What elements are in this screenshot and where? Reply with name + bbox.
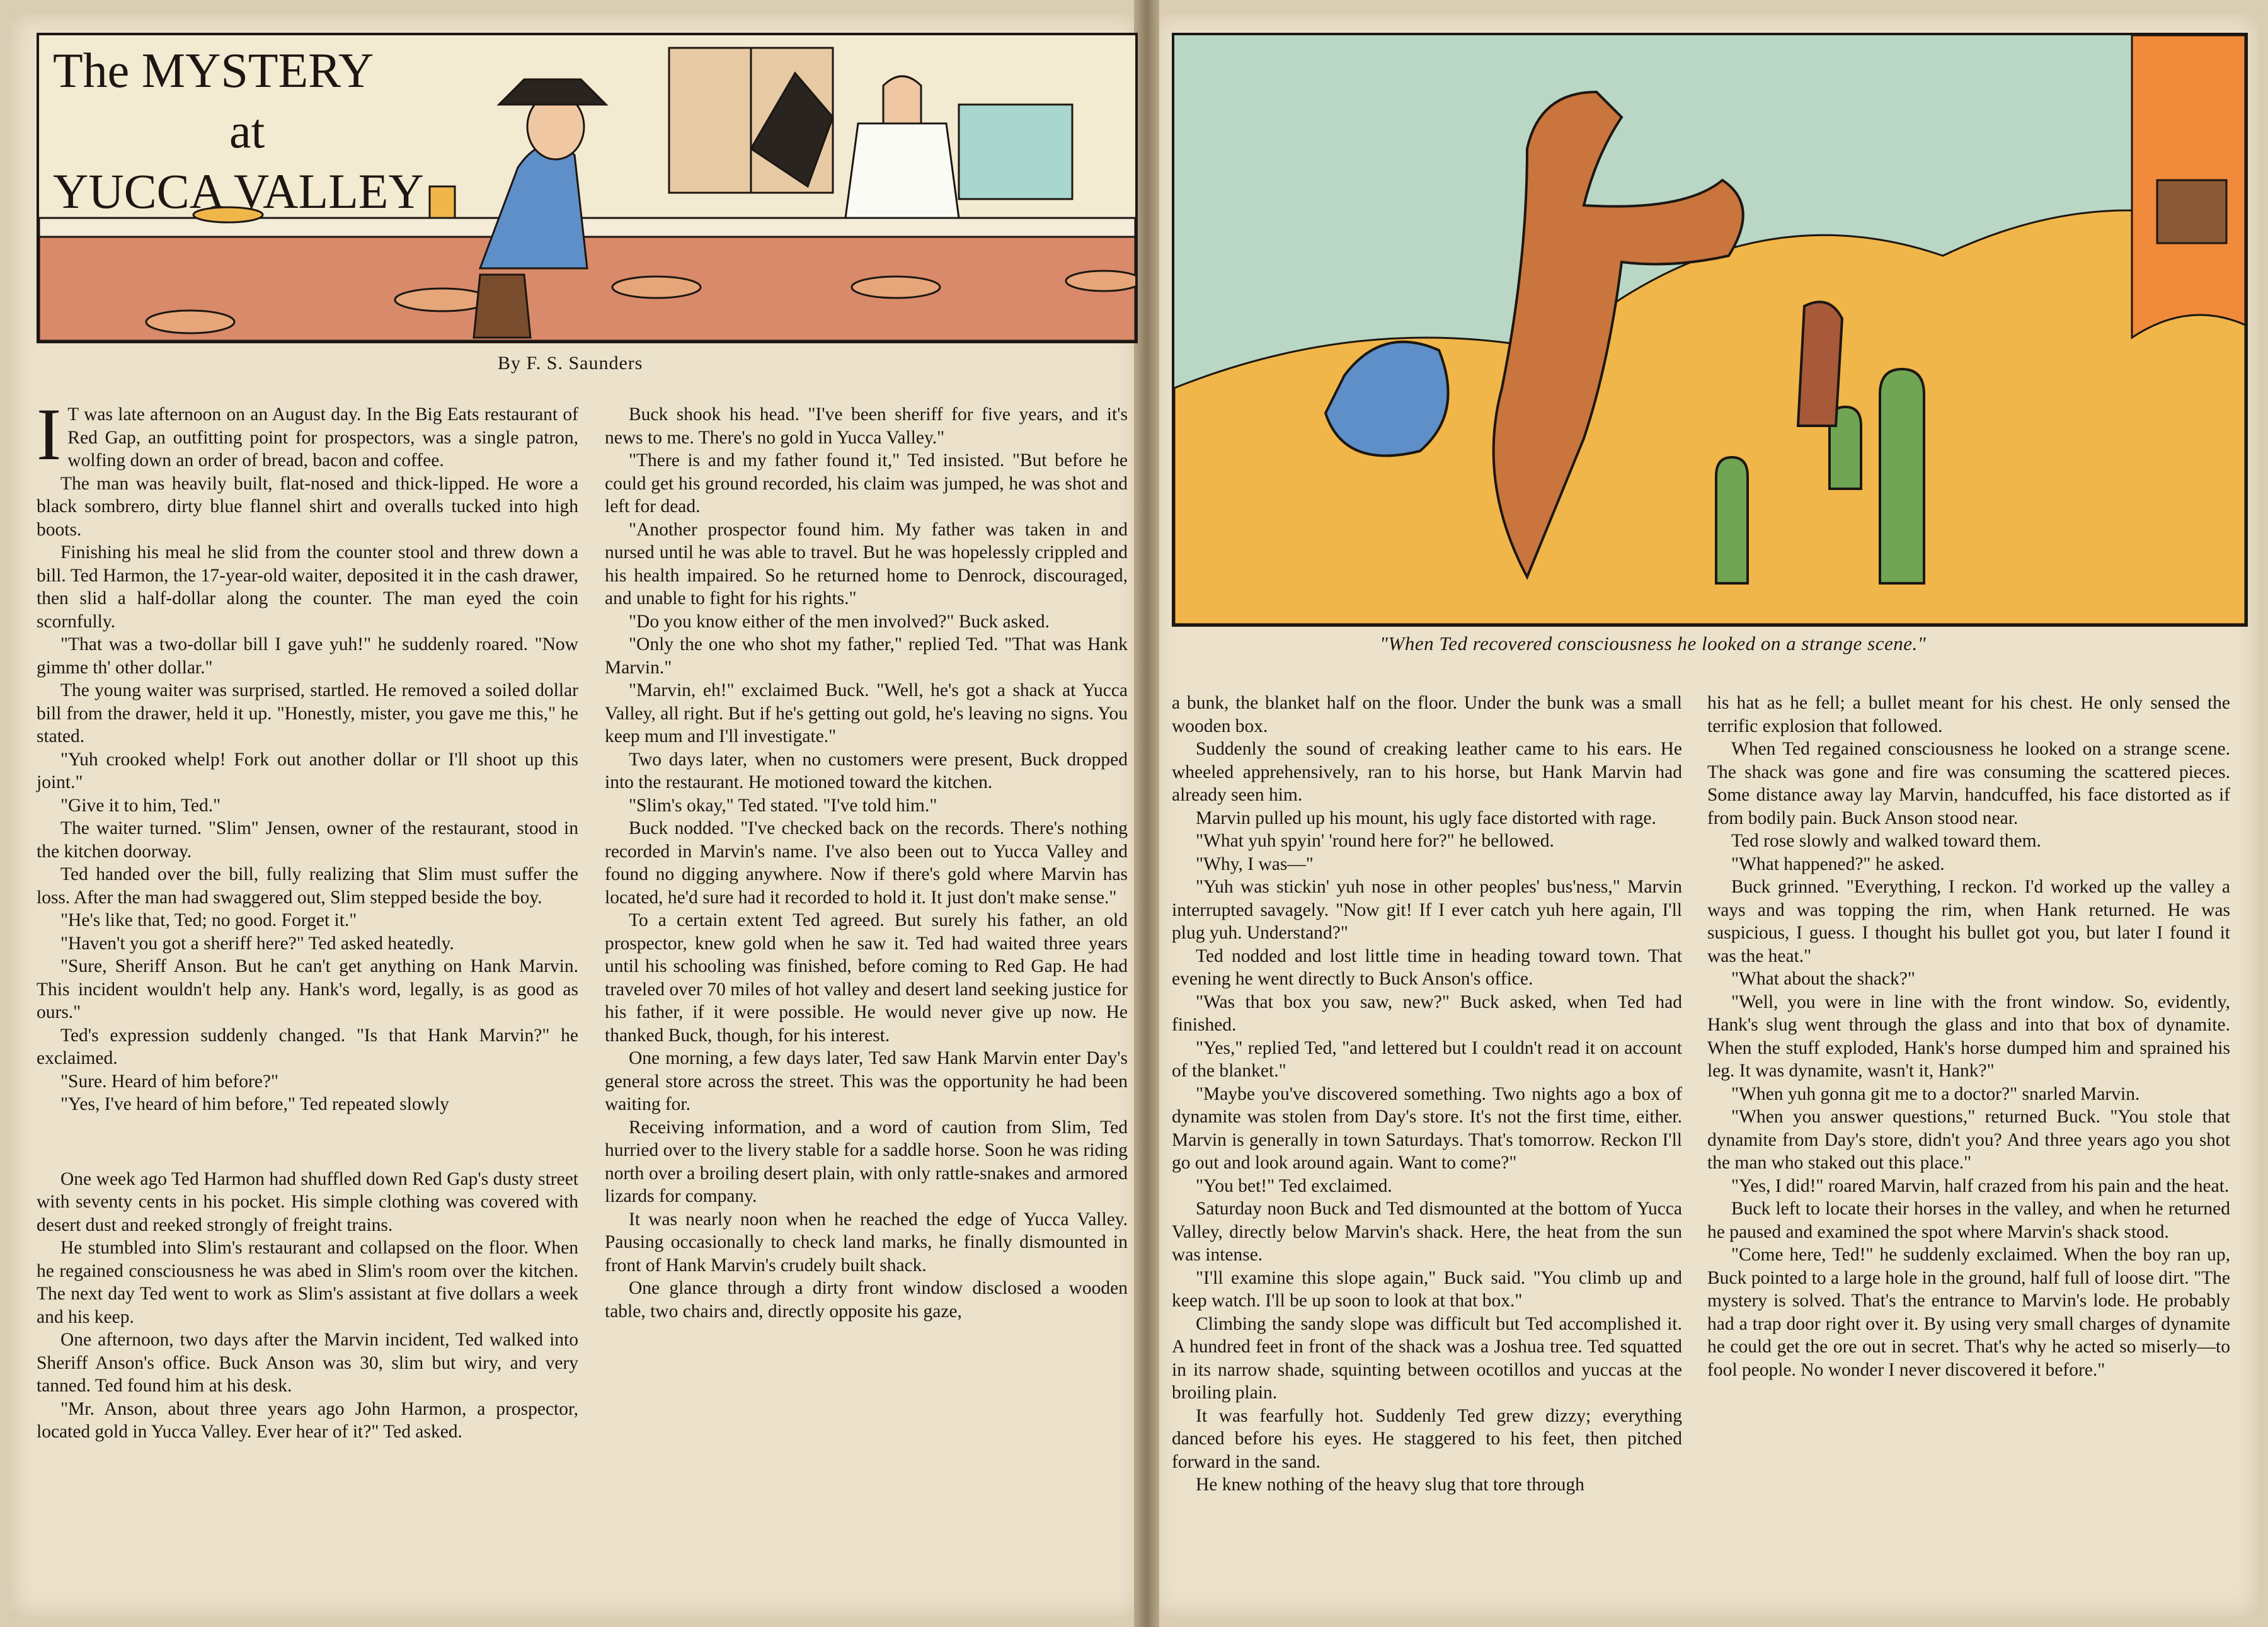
paragraph: "Give it to him, Ted." bbox=[60, 795, 221, 816]
title-line-2: at bbox=[229, 103, 265, 158]
paragraph: It was fearfully hot. Suddenly Ted grew dizzy; everything danced before his eyes. He staggered to his feet, then pitched forward in the sand. bbox=[1172, 1405, 1682, 1472]
paragraph: "Why, I was—" bbox=[1196, 853, 1314, 874]
paragraph: Ted handed over the bill, fully realizing that Slim must suffer the loss. After the man had swaggered out, Slim stepped beside the boy. bbox=[37, 864, 578, 908]
paragraph: Climbing the sandy slope was difficult but Ted accomplished it. A hundred feet in front of the shack was a Joshua tree. Ted squatted in its narrow shade, squinting between ocotillos and yuccas at the broiling plain. bbox=[1172, 1313, 1682, 1403]
paragraph: "Yuh was stickin' yuh nose in other peoples' bus'ness," Marvin interrupted savagely. "Now git! If I ever catch yuh here again, I'll plug yuh. Understand?" bbox=[1172, 877, 1682, 943]
paragraph: "That was a two-dollar bill I gave yuh!" he suddenly roared. "Now gimme th' other dollar." bbox=[37, 634, 578, 678]
paragraph: "Come here, Ted!" he suddenly exclaimed. When the boy ran up, Buck pointed to a large hole in the ground, half full of loose dirt. "The mystery is solved. That's the entrance to Marvin's lode. He probably had a trap door right over it. By using very small charges of dynamite he could get the ore out in secret. That's why he acted so miserly—to fool people. No wonder I never discovered it before." bbox=[1707, 1245, 2230, 1380]
paragraph: Ted rose slowly and walked toward them. bbox=[1731, 831, 2041, 851]
paragraph: "Sure. Heard of him before?" bbox=[60, 1071, 278, 1092]
paragraph: his hat as he fell; a bullet meant for his chest. He only sensed the terrific explosion that followed. bbox=[1707, 693, 2230, 736]
paragraph: Marvin pulled up his mount, his ugly face distorted with rage. bbox=[1196, 808, 1656, 828]
paragraph: It was nearly noon when he reached the edge of Yucca Valley. Pausing occasionally to check land marks, he finally dismounted in front of Hank Marvin's crudely built shack. bbox=[605, 1209, 1128, 1276]
header-illustration bbox=[37, 33, 1138, 343]
paragraph: One morning, a few days later, Ted saw Hank Marvin enter Day's general store across the street. This was the opportunity he had been waiting for. bbox=[605, 1048, 1128, 1114]
paragraph: "Another prospector found him. My father was taken in and nursed until he was able to travel. But he was hopelessly crippled and his health impaired. So he returned home to Denrock, discouraged, and unable to fight for his rights." bbox=[605, 519, 1128, 608]
paragraph: Receiving information, and a word of caution from Slim, Ted hurried over to the livery stable for a saddle horse. Soon he was riding north over a broiling desert plain, with only rattle-snakes and armored lizards for company. bbox=[605, 1117, 1128, 1206]
paragraph: "What about the shack?" bbox=[1731, 969, 1915, 989]
paragraph: The man was heavily built, flat-nosed and thick-lipped. He wore a black sombrero, dirty blue flannel shirt and overalls tucked into high boots. bbox=[37, 473, 578, 540]
paragraph: "Slim's okay," Ted stated. "I've told him." bbox=[629, 795, 937, 816]
drop-cap: I bbox=[37, 393, 62, 476]
paragraph: "You bet!" Ted exclaimed. bbox=[1196, 1175, 1392, 1196]
paragraph: "Only the one who shot my father," replied Ted. "That was Hank Marvin." bbox=[605, 634, 1128, 678]
paragraph: T was late afternoon on an August day. In the Big Eats restaurant of Red Gap, an outfitting point for prospectors, was a single patron, wolfing down an order of bread, bacon and coffee. bbox=[67, 404, 578, 471]
page-gutter bbox=[1134, 0, 1159, 1627]
paragraph: Suddenly the sound of creaking leather came to his ears. He wheeled apprehensively, ran to his horse, but Hank Marvin had already seen him. bbox=[1172, 739, 1682, 805]
paragraph: To a certain extent Ted agreed. But surely his father, an old prospector, knew gold when he saw it. Ted had waited three years until his schooling was finished, before coming to Red Gap. He had traveled over 70 miles of hot valley and desert land seeking justice for his father, if it were possible. He would never give up now. He thanked Buck, though, for his interest. bbox=[605, 910, 1128, 1046]
illustration-caption: "When Ted recovered consciousness he looked on a strange scene." bbox=[1380, 632, 1927, 654]
paragraph: Buck left to locate their horses in the valley, and when he returned he paused and examined the spot where Marvin's shack stood. bbox=[1707, 1199, 2230, 1242]
paragraph: Finishing his meal he slid from the counter stool and threw down a bill. Ted Harmon, the 17-year-old waiter, deposited it in the cash drawer, then slid a half-dollar along the counter. The man eyed the coin scornfully. bbox=[37, 542, 578, 632]
section-break bbox=[37, 1116, 578, 1168]
paragraph: Saturday noon Buck and Ted dismounted at the bottom of Yucca Valley, directly below Marvin's shack. Here, the heat from the sun was intense. bbox=[1172, 1199, 1682, 1265]
paragraph: a bunk, the blanket half on the floor. Under the bunk was a small wooden box. bbox=[1172, 693, 1682, 736]
paragraph: One week ago Ted Harmon had shuffled down Red Gap's dusty street with seventy cents in his pocket. His simple clothing was covered with desert dust and reeked strongly of freight trains. bbox=[37, 1168, 578, 1235]
paragraph: "He's like that, Ted; no good. Forget it." bbox=[60, 910, 357, 930]
paragraph: "When yuh gonna git me to a doctor?" snarled Marvin. bbox=[1731, 1083, 2140, 1104]
paragraph: Ted's expression suddenly changed. "Is that Hank Marvin?" he exclaimed. bbox=[37, 1025, 578, 1068]
paragraph: "Was that box you saw, new?" Buck asked, when Ted had finished. bbox=[1172, 991, 1682, 1035]
paragraph: One glance through a dirty front window disclosed a wooden table, two chairs and, directly opposite his gaze, bbox=[605, 1278, 1128, 1322]
paragraph: He stumbled into Slim's restaurant and collapsed on the floor. When he regained consciousness he was abed in Slim's room over the kitchen. The next day Ted went to work as Slim's assistant at five dollars a week and his keep. bbox=[37, 1238, 578, 1327]
paragraph: "When you answer questions," returned Buck. "You stole that dynamite from Day's store, didn't you? And three years ago you shot the man who staked out this place." bbox=[1707, 1107, 2230, 1173]
paragraph: "Yuh crooked whelp! Fork out another dollar or I'll shoot up this joint." bbox=[37, 749, 578, 792]
paragraph: "Well, you were in line with the front window. So, evidently, Hank's slug went through the glass and into that box of dynamite. When the stuff exploded, Hank's horse dumped him and sprained his leg. It was dynamite, wasn't it, Hank?" bbox=[1707, 991, 2230, 1081]
title-line-1: The MYSTERY bbox=[53, 43, 374, 98]
desert-scene-drawing bbox=[1174, 35, 2245, 624]
story-title bbox=[53, 40, 424, 222]
paragraph: Buck grinned. "Everything, I reckon. I'd worked up the valley a ways and was topping the rim, when Hank returned. He was suspicious, I guess. I thought his bullet got you, but later I found it was the heat." bbox=[1707, 877, 2230, 966]
paragraph: The waiter turned. "Slim" Jensen, owner of the restaurant, stood in the kitchen doorway. bbox=[37, 818, 578, 862]
paragraph: "Yes, I've heard of him before," Ted repeated slowly bbox=[60, 1094, 449, 1114]
paragraph: One afternoon, two days after the Marvin incident, Ted walked into Sheriff Anson's office. Buck Anson was 30, slim but wiry, and very tanned. Ted found him at his desk. bbox=[37, 1330, 578, 1396]
text-column-1 bbox=[37, 393, 578, 1444]
scene-illustration bbox=[1172, 33, 2248, 627]
byline: By F. S. Saunders bbox=[498, 353, 643, 374]
paragraph: Two days later, when no customers were present, Buck dropped into the restaurant. He motioned toward the kitchen. bbox=[605, 749, 1128, 792]
paragraph: "What yuh spyin' 'round here for?" he bellowed. bbox=[1196, 831, 1554, 851]
paragraph: "What happened?" he asked. bbox=[1731, 853, 1945, 874]
text-column-3 bbox=[1172, 692, 1682, 1497]
text-column-2 bbox=[605, 403, 1128, 1323]
paragraph: When Ted regained consciousness he looked on a strange scene. The shack was gone and fire was consuming the scattered pieces. Some distance away lay Marvin, handcuffed, his face distorted as if from bodily pain. Buck Anson stood near. bbox=[1707, 739, 2230, 828]
paragraph: "Yes," replied Ted, "and lettered but I couldn't read it on account of the blanket." bbox=[1172, 1037, 1682, 1081]
paragraph: "Do you know either of the men involved?" Buck asked. bbox=[629, 611, 1050, 632]
paragraph: "Mr. Anson, about three years ago John Harmon, a prospector, located gold in Yucca Valley. Ever hear of it?" Ted asked. bbox=[37, 1398, 578, 1442]
paragraph: The young waiter was surprised, startled. He removed a soiled dollar bill from the drawer, held it up. "Honestly, mister, you gave me this," he stated. bbox=[37, 680, 578, 746]
paragraph: "Yes, I did!" roared Marvin, half crazed from his pain and the heat. bbox=[1731, 1175, 2230, 1196]
text-column-4 bbox=[1707, 692, 2230, 1381]
paragraph: "Sure, Sheriff Anson. But he can't get anything on Hank Marvin. This incident wouldn't help any. Hank's word, legally, is as good as ours." bbox=[37, 956, 578, 1022]
paragraph: "Marvin, eh!" exclaimed Buck. "Well, he's got a shack at Yucca Valley, all right. But if he's getting out gold, he's leaving no signs. You keep mum and I'll investigate." bbox=[605, 680, 1128, 746]
title-line-3: YUCCA VALLEY bbox=[53, 164, 424, 219]
paragraph: He knew nothing of the heavy slug that tore through bbox=[1196, 1475, 1584, 1495]
paragraph: "I'll examine this slope again," Buck said. "You climb up and keep watch. I'll be up soon to look at that box." bbox=[1172, 1267, 1682, 1311]
paragraph: "Maybe you've discovered something. Two nights ago a box of dynamite was stolen from Day's store. It's not the first time, either. Marvin is generally in town Saturdays. That's tomorrow. Reckon I'll go out and look around again. Want to come?" bbox=[1172, 1083, 1682, 1173]
paragraph: "Haven't you got a sheriff here?" Ted asked heatedly. bbox=[60, 933, 454, 954]
paragraph: Ted nodded and lost little time in heading toward town. That evening he went directly to Buck Anson's office. bbox=[1172, 945, 1682, 989]
paragraph: Buck shook his head. "I've been sheriff for five years, and it's news to me. There's no gold in Yucca Valley." bbox=[605, 404, 1128, 448]
paragraph: Buck nodded. "I've checked back on the records. There's nothing recorded in Marvin's name. I've also been out to Yucca Valley and found no digging anywhere. Now if there's gold where Marvin has located, he'd sure had it recorded to hold it. It just don't make sense." bbox=[605, 818, 1128, 908]
paragraph: "There is and my father found it," Ted insisted. "But before he could get his ground recorded, his claim was jumped, he was shot and left for dead. bbox=[605, 450, 1128, 517]
